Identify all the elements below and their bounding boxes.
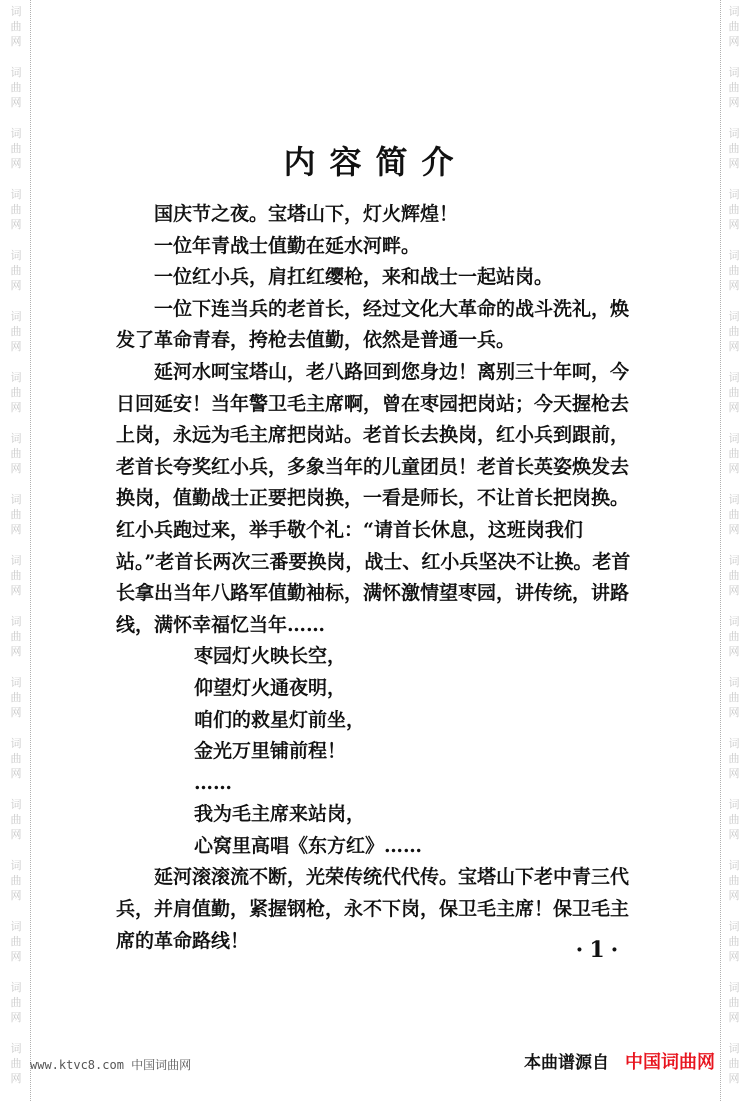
watermark-char: 曲	[10, 325, 22, 338]
verse-line: 枣园灯火映长空，	[194, 645, 347, 668]
page-number-value: 1	[589, 937, 611, 963]
watermark-char: 词	[728, 310, 740, 323]
watermark-group	[729, 183, 740, 244]
watermark-char: 曲	[728, 752, 740, 765]
watermark-group	[729, 366, 740, 427]
watermark-char: 曲	[728, 935, 740, 948]
footer-source	[524, 1048, 715, 1074]
watermark-char: 词	[10, 798, 22, 811]
watermark-group	[729, 244, 740, 305]
verse-block	[116, 641, 636, 862]
watermark-char: 曲	[728, 569, 740, 582]
watermark-group	[11, 854, 22, 915]
watermark-char: 网	[10, 767, 22, 780]
watermark-char: 网	[728, 401, 740, 414]
watermark-char: 网	[10, 462, 22, 475]
paragraph: 一位下连当兵的老首长，经过文化大革命的战斗洗礼，焕发了革命青春，挎枪去值勤，依然是普通一兵。	[116, 297, 630, 352]
paragraph: 一位年青战士值勤在延水河畔。	[154, 234, 421, 257]
watermark-group	[729, 732, 740, 793]
paragraph: 延河水呵宝塔山，老八路回到您身边！离别三十年呵，今日回延安！当年警卫毛主席啊，曾在枣园把岗站；今天握枪去上岗，永远为毛主席把岗站。老首长去换岗，红小兵到跟前，老首长夸奖红小兵，多象当年的儿童团员！老首长英姿焕发去换岗，值勤战士正要把岗换，一看是师长，不让首长把岗换。红小兵跑过来，举手敬个礼：“请首长休息，这班岗我们站。”老首长两次三番要换岗，战士、红小兵坚决不让换。老首长拿出当年八路军值勤袖标，满怀激情望枣园，讲传统，讲路线，满怀幸福忆当年……	[116, 360, 631, 636]
verse-line: 仰望灯火通夜明，	[194, 676, 347, 699]
watermark-char: 网	[10, 1072, 22, 1085]
watermark-char: 曲	[10, 996, 22, 1009]
verse-ellipsis: ……	[194, 771, 232, 794]
watermark-char: 词	[728, 676, 740, 689]
watermark-char: 网	[728, 157, 740, 170]
watermark-group	[11, 732, 22, 793]
page-title: 内容简介	[283, 143, 468, 181]
body-text	[116, 199, 636, 957]
verse-line: 金光万里铺前程！	[194, 740, 347, 763]
watermark-char: 词	[728, 5, 740, 18]
watermark-char: 词	[10, 66, 22, 79]
watermark-char: 网	[728, 767, 740, 780]
watermark-char: 网	[10, 828, 22, 841]
watermark-group	[729, 915, 740, 976]
watermark-char: 网	[728, 1011, 740, 1024]
watermark-group	[11, 0, 22, 61]
watermark-char: 词	[10, 1042, 22, 1055]
footer-brand-link[interactable]: 中国词曲网	[625, 1052, 715, 1073]
paragraph: 国庆节之夜。宝塔山下，灯火辉煌！	[154, 203, 459, 225]
watermark-char: 词	[10, 920, 22, 933]
watermark-group	[11, 305, 22, 366]
watermark-char: 网	[10, 96, 22, 109]
watermark-char: 网	[10, 950, 22, 963]
watermark-group	[11, 549, 22, 610]
watermark-char: 网	[728, 584, 740, 597]
watermark-char: 曲	[10, 752, 22, 765]
watermark-char: 词	[10, 249, 22, 262]
watermark-char: 网	[10, 523, 22, 536]
watermark-char: 网	[728, 218, 740, 231]
watermark-group	[11, 610, 22, 671]
watermark-char: 词	[728, 249, 740, 262]
watermark-char: 词	[10, 554, 22, 567]
watermark-char: 曲	[728, 386, 740, 399]
watermark-group	[11, 793, 22, 854]
watermark-char: 词	[728, 432, 740, 445]
watermark-char: 网	[728, 706, 740, 719]
watermark-char: 网	[728, 340, 740, 353]
watermark-char: 词	[728, 981, 740, 994]
watermark-char: 词	[10, 310, 22, 323]
watermark-group	[729, 610, 740, 671]
watermark-group	[11, 366, 22, 427]
watermark-group	[11, 488, 22, 549]
watermark-group	[11, 1037, 22, 1098]
watermark-char: 曲	[10, 569, 22, 582]
watermark-char: 曲	[10, 935, 22, 948]
watermark-char: 词	[10, 493, 22, 506]
watermark-group	[11, 244, 22, 305]
watermark-char: 网	[10, 279, 22, 292]
watermark-char: 网	[10, 645, 22, 658]
watermark-char: 曲	[728, 325, 740, 338]
watermark-char: 词	[728, 737, 740, 750]
watermark-char: 词	[728, 66, 740, 79]
watermark-char: 曲	[10, 386, 22, 399]
watermark-char: 曲	[10, 447, 22, 460]
watermark-group	[729, 0, 740, 61]
watermark-char: 网	[10, 35, 22, 48]
watermark-char: 词	[728, 188, 740, 201]
watermark-char: 曲	[728, 996, 740, 1009]
watermark-group	[11, 183, 22, 244]
watermark-char: 网	[728, 645, 740, 658]
watermark-char: 曲	[10, 630, 22, 643]
watermark-char: 曲	[10, 508, 22, 521]
watermark-char: 词	[10, 432, 22, 445]
watermark-char: 曲	[728, 20, 740, 33]
watermark-char: 曲	[10, 203, 22, 216]
watermark-char: 网	[10, 218, 22, 231]
watermark-char: 网	[10, 584, 22, 597]
watermark-char: 曲	[728, 264, 740, 277]
watermark-char: 词	[728, 798, 740, 811]
footer-site-link[interactable]: www.ktvc8.com 中国词曲网	[30, 1058, 192, 1072]
watermark-char: 曲	[728, 691, 740, 704]
watermark-group	[729, 549, 740, 610]
watermark-char: 曲	[10, 81, 22, 94]
watermark-char: 词	[10, 981, 22, 994]
watermark-char: 网	[728, 889, 740, 902]
watermark-char: 词	[10, 188, 22, 201]
page-number-dot-left: ·	[575, 937, 590, 963]
watermark-group	[11, 976, 22, 1037]
watermark-char: 曲	[728, 1057, 740, 1070]
paragraph: 一位红小兵，肩扛红缨枪，来和战士一起站岗。	[154, 266, 554, 289]
watermark-group	[729, 854, 740, 915]
watermark-char: 词	[728, 127, 740, 140]
watermark-char: 词	[10, 615, 22, 628]
watermark-char: 曲	[728, 81, 740, 94]
watermark-group	[729, 305, 740, 366]
watermark-char: 词	[10, 859, 22, 872]
watermark-group	[11, 427, 22, 488]
watermark-char: 曲	[10, 813, 22, 826]
closing-paragraph: 延河滚滚流不断，光荣传统代代传。宝塔山下老中青三代兵，并肩值勤，紧握钢枪，永不下岗，保卫毛主席！保卫毛主席的革命路线！	[116, 866, 630, 952]
page-number-dot-right: ·	[610, 937, 625, 963]
watermark-char: 词	[728, 493, 740, 506]
watermark-char: 词	[728, 920, 740, 933]
watermark-char: 网	[10, 157, 22, 170]
watermark-char: 曲	[10, 1057, 22, 1070]
watermark-char: 词	[728, 1042, 740, 1055]
watermark-char: 曲	[728, 813, 740, 826]
watermark-char: 词	[10, 737, 22, 750]
watermark-char: 曲	[10, 874, 22, 887]
verse-line: 我为毛主席来站岗，	[194, 803, 366, 826]
watermark-char: 网	[728, 1072, 740, 1085]
watermark-group	[729, 671, 740, 732]
watermark-char: 曲	[728, 874, 740, 887]
watermark-char: 曲	[10, 142, 22, 155]
watermark-char: 词	[728, 371, 740, 384]
watermark-char: 网	[10, 706, 22, 719]
watermark-char: 曲	[10, 20, 22, 33]
watermark-char: 曲	[728, 447, 740, 460]
watermark-char: 网	[728, 950, 740, 963]
watermark-char: 词	[10, 371, 22, 384]
watermark-group	[729, 61, 740, 122]
watermark-group	[729, 793, 740, 854]
watermark-char: 曲	[728, 203, 740, 216]
watermark-group	[11, 671, 22, 732]
watermark-char: 曲	[728, 508, 740, 521]
footer-source-label: 本曲谱源自	[524, 1053, 609, 1073]
watermark-char: 曲	[728, 142, 740, 155]
watermark-group	[729, 976, 740, 1037]
watermark-char: 网	[728, 462, 740, 475]
watermark-char: 词	[10, 676, 22, 689]
watermark-char: 网	[10, 401, 22, 414]
watermark-char: 词	[728, 859, 740, 872]
watermark-char: 曲	[10, 691, 22, 704]
watermark-char: 词	[10, 127, 22, 140]
watermark-group	[729, 1037, 740, 1098]
watermark-char: 网	[10, 1011, 22, 1024]
watermark-char: 网	[728, 523, 740, 536]
watermark-char: 网	[728, 279, 740, 292]
watermark-char: 曲	[728, 630, 740, 643]
watermark-group	[729, 427, 740, 488]
verse-line: 心窝里高唱《东方红》……	[194, 834, 423, 857]
watermark-char: 词	[10, 5, 22, 18]
watermark-group	[11, 61, 22, 122]
watermark-group	[729, 488, 740, 549]
watermark-char: 网	[10, 889, 22, 902]
verse-line: 咱们的救星灯前坐，	[194, 708, 366, 731]
watermark-char: 词	[728, 615, 740, 628]
watermark-char: 网	[728, 828, 740, 841]
watermark-char: 网	[728, 96, 740, 109]
watermark-char: 网	[10, 340, 22, 353]
page-number	[560, 937, 640, 963]
watermark-char: 网	[728, 35, 740, 48]
watermark-char: 曲	[10, 264, 22, 277]
watermark-char: 词	[728, 554, 740, 567]
watermark-group	[11, 915, 22, 976]
